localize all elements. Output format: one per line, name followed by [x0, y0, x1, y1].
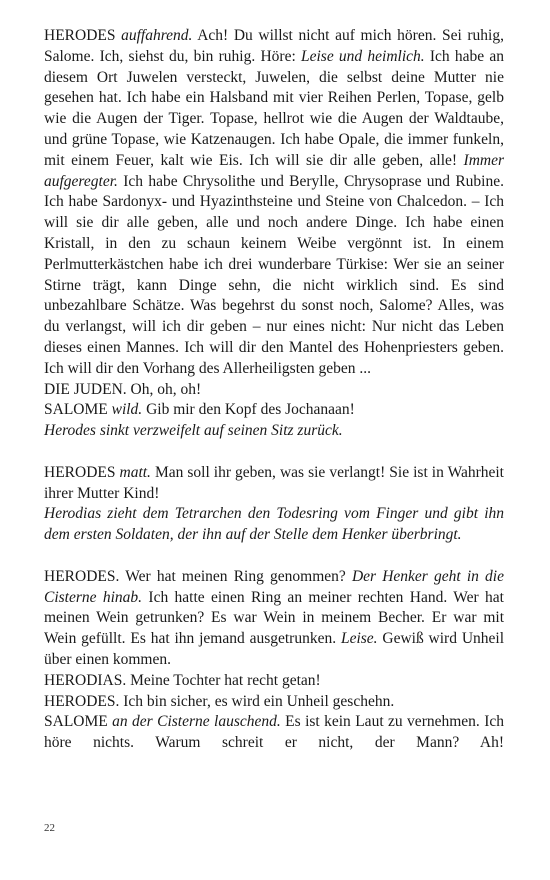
speech-text: HERODES — [44, 463, 120, 481]
stage-direction: Herodias zieht dem Tetrarchen den Todesring vom Finger und gibt ihn dem ersten Soldaten, der ihn auf der Stelle dem Henker überbringt. — [44, 505, 504, 544]
speech-paragraph — [44, 26, 504, 380]
speech-text: DIE JUDEN. Oh, oh, oh! — [44, 380, 202, 398]
speech-text: SALOME — [44, 713, 113, 731]
page-number: 22 — [44, 822, 55, 834]
speech-paragraph — [44, 380, 504, 401]
speech-text: Ich habe Chrysolithe und Berylle, Chrysoprase und Rubine. Ich habe Sardonyx- und Hyazinthsteine und Steine von Chalcedon. – Ich will sie dir alle geben, alle und noch andere Dinge. Ich habe einen Kristall, in den zu schaun keinem Weibe vergönnt ist. In einem Perlmutterkästchen habe ich drei wunderbare Türkise: Wer sie an seiner Stirne trägt, kann Dinge sehn, die nicht wirklich sind. Es sind unbezahlbare Schätze. Was begehrst du sonst noch, Salome? Alles, was du verlangst, will ich dir geben – nur eines nicht: Nur nicht das Leben dieses einen Mannes. Ich will dir den Mantel des Hohenpriesters geben. Ich will dir den Vorhang des Allerheiligsten geben ... — [44, 172, 504, 377]
blank-line — [44, 546, 504, 567]
speech-paragraph — [44, 400, 504, 421]
speech-text: Man soll ihr geben, was sie verlangt! Sie ist in Wahrheit ihrer Mutter Kind! — [44, 463, 504, 502]
text-block — [44, 26, 504, 754]
speech-paragraph — [44, 692, 504, 713]
speech-text: Es ist kein Laut zu vernehmen. Ich höre nichts. Warum schreit er nicht, der Mann? Ah! — [44, 713, 504, 752]
speech-text: SALOME — [44, 401, 112, 419]
speech-paragraph — [44, 567, 504, 671]
stage-direction-inline: Immer aufgeregter. — [44, 151, 504, 190]
stage-direction: Herodes sinkt verzweifelt auf seinen Sitz zurück. — [44, 422, 343, 440]
speech-text: HERODIAS. Meine Tochter hat recht getan! — [44, 671, 321, 689]
stage-direction-inline: wild. — [111, 401, 143, 419]
speech-text: HERODES. Ich bin sicher, es wird ein Unheil geschehn. — [44, 692, 395, 710]
stage-direction-inline: an der Cisterne lauschend. — [112, 713, 281, 731]
stage-direction-inline: Leise. — [340, 630, 378, 648]
speech-text: HERODES — [44, 27, 122, 44]
stage-direction-inline: auffahrend. — [121, 27, 193, 44]
speech-text: Ich hatte einen Ring an meiner rechten Hand. Wer hat meinen Wein getrunken? Es war Wein in meinem Becher. Er war mit Wein gefüllt. Es hat ihn jemand ausgetrunken. — [44, 588, 504, 648]
stage-direction-inline: matt. — [119, 463, 151, 481]
speech-paragraph — [44, 671, 504, 692]
speech-paragraph — [44, 712, 504, 754]
speech-text: Gewiß wird Unheil über einen kommen. — [44, 630, 504, 668]
speech-text: Gib mir den Kopf des Jochanaan! — [142, 401, 355, 419]
blank-line — [44, 442, 504, 463]
speech-text: HERODES. Wer hat meinen Ring genommen? — [44, 567, 352, 585]
speech-text: Ich habe an diesem Ort Juwelen versteckt, Juwelen, die selbst deine Mutter nie gesehen hat. Ich habe ein Halsband mit vier Reihen Perlen, Topase, gelb wie die Augen der Tiger. Topase, hellrot wie die Augen der Waldtaube, und grüne Topase, wie Katzenaugen. Ich habe Opale, die immer funkeln, mit einem Feuer, kalt wie Eis. Ich will sie dir alle geben, alle! — [44, 47, 505, 169]
page-text — [44, 26, 504, 754]
stage-direction-inline: Der Henker geht in die Cisterne hinab. — [44, 567, 504, 606]
stage-direction-inline: Leise und heimlich. — [300, 47, 425, 65]
speech-paragraph — [44, 463, 504, 505]
speech-text: Ach! Du willst nicht auf mich hören. Sei ruhig, Salome. Ich, siehst du, bin ruhig. Höre: — [44, 27, 504, 65]
